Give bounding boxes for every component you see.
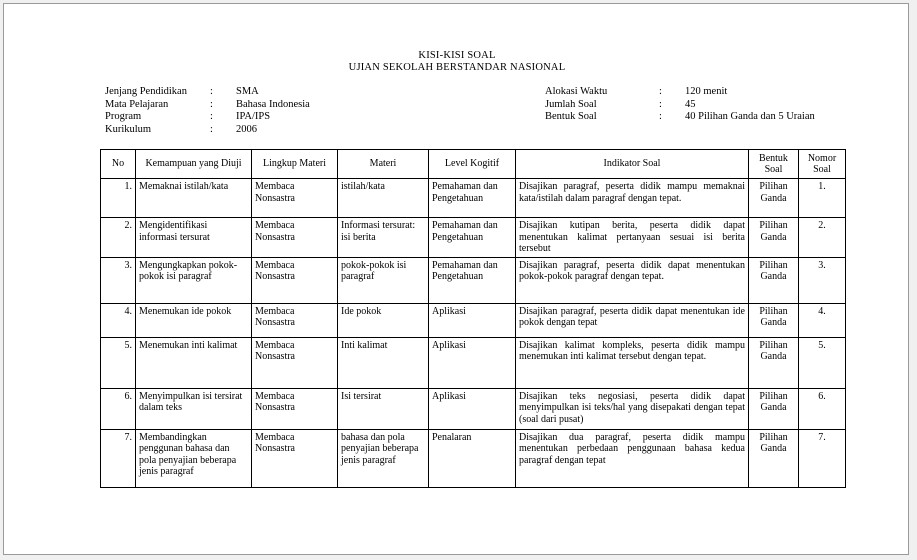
meta-row bbox=[545, 99, 815, 112]
cell-level bbox=[429, 179, 516, 218]
cell-bentuk bbox=[749, 303, 799, 337]
cell-lingkup-line1: Membaca bbox=[255, 259, 295, 271]
table-row bbox=[101, 388, 846, 429]
cell-bentuk-line2: Ganda bbox=[760, 402, 787, 413]
cell-no: 4. bbox=[101, 303, 136, 337]
cell-level-line1: Penalaran bbox=[432, 431, 472, 443]
cell-no: 3. bbox=[101, 257, 136, 303]
header-bentuk-line2: Soal bbox=[764, 164, 783, 175]
meta-value: IPA/IPS bbox=[236, 111, 271, 122]
cell-bentuk bbox=[749, 429, 799, 487]
cell-nomor: 2. bbox=[799, 218, 846, 258]
cell-nomor: 5. bbox=[799, 337, 846, 388]
cell-lingkup-line1: Membaca bbox=[255, 339, 295, 351]
meta-right bbox=[545, 86, 815, 124]
cell-lingkup-line2: Nonsastra bbox=[255, 271, 295, 282]
cell-lingkup-line2: Nonsastra bbox=[255, 231, 295, 243]
cell-nomor: 3. bbox=[799, 257, 846, 303]
cell-level-line1: Pemahaman dan bbox=[432, 259, 498, 271]
cell-lingkup-line1: Membaca bbox=[255, 431, 295, 443]
cell-materi: istilah/kata bbox=[338, 179, 429, 218]
meta-label: Jenjang Pendidikan bbox=[105, 86, 187, 97]
cell-nomor: 7. bbox=[799, 429, 846, 487]
header-bentuk-line1: Bentuk bbox=[759, 152, 788, 164]
meta-sep: : bbox=[659, 86, 662, 97]
meta-value: SMA bbox=[236, 86, 259, 97]
table-row bbox=[101, 218, 846, 258]
cell-lingkup bbox=[252, 218, 338, 258]
cell-nomor: 1. bbox=[799, 179, 846, 218]
cell-no: 7. bbox=[101, 429, 136, 487]
cell-bentuk-line2: Ganda bbox=[760, 231, 787, 243]
cell-level-line1: Aplikasi bbox=[432, 390, 466, 402]
table-row bbox=[101, 429, 846, 487]
cell-no: 1. bbox=[101, 179, 136, 218]
cell-indikator: Disajikan paragraf, peserta didik dapat menentukan pokok-pokok paragraf dengan tepat. bbox=[516, 257, 749, 303]
cell-level bbox=[429, 257, 516, 303]
table-row bbox=[101, 179, 846, 218]
table-header-row bbox=[101, 150, 846, 179]
cell-lingkup bbox=[252, 388, 338, 429]
cell-materi: Ide pokok bbox=[338, 303, 429, 337]
cell-kemampuan: Menemukan inti kalimat bbox=[136, 337, 252, 388]
cell-indikator: Disajikan paragraf, peserta didik dapat menentukan ide pokok dengan tepat bbox=[516, 303, 749, 337]
cell-lingkup-line2: Nonsastra bbox=[255, 443, 295, 454]
cell-level-line2: Pengetahuan bbox=[432, 231, 484, 243]
cell-level bbox=[429, 303, 516, 337]
cell-bentuk bbox=[749, 179, 799, 218]
cell-lingkup bbox=[252, 257, 338, 303]
meta-sep: : bbox=[210, 98, 213, 110]
header-nomor-line2: Soal bbox=[813, 164, 831, 175]
cell-bentuk-line2: Ganda bbox=[760, 351, 787, 362]
meta-row bbox=[545, 111, 815, 124]
cell-bentuk-line2: Ganda bbox=[760, 443, 787, 454]
cell-lingkup-line1: Membaca bbox=[255, 305, 295, 317]
meta-label: Mata Pelajaran bbox=[105, 98, 169, 110]
cell-bentuk-line1: Pilihan bbox=[759, 181, 788, 192]
meta-row bbox=[545, 86, 815, 99]
cell-materi: Informasi tersurat: isi berita bbox=[338, 218, 429, 258]
cell-kemampuan: Memaknai istilah/kata bbox=[136, 179, 252, 218]
cell-bentuk-line1: Pilihan bbox=[759, 390, 788, 402]
document-page bbox=[3, 3, 909, 555]
cell-bentuk bbox=[749, 337, 799, 388]
cell-level bbox=[429, 337, 516, 388]
header-materi: Materi bbox=[338, 150, 429, 179]
cell-level-line1: Pemahaman dan bbox=[432, 220, 498, 231]
cell-level-line2: Pengetahuan bbox=[432, 192, 484, 204]
meta-sep: : bbox=[659, 98, 662, 110]
meta-label: Jumlah Soal bbox=[545, 98, 597, 110]
cell-lingkup bbox=[252, 337, 338, 388]
meta-sep: : bbox=[659, 111, 662, 122]
header-nomor bbox=[799, 150, 846, 179]
cell-level bbox=[429, 218, 516, 258]
meta-row bbox=[105, 86, 310, 99]
cell-materi: Isi tersirat bbox=[338, 388, 429, 429]
cell-level bbox=[429, 388, 516, 429]
document-title: KISI-KISI SOAL bbox=[418, 50, 496, 61]
meta-row bbox=[105, 99, 310, 112]
cell-bentuk-line1: Pilihan bbox=[759, 339, 788, 351]
header-nomor-line1: Nomor bbox=[807, 152, 837, 164]
cell-kemampuan: Menyimpulkan isi tersirat dalam teks bbox=[136, 388, 252, 429]
cell-lingkup-line2: Nonsastra bbox=[255, 317, 295, 328]
table-row bbox=[101, 303, 846, 337]
meta-label: Alokasi Waktu bbox=[545, 86, 608, 97]
document-subtitle: UJIAN SEKOLAH BERSTANDAR NASIONAL bbox=[348, 62, 566, 73]
cell-lingkup-line2: Nonsastra bbox=[255, 351, 295, 362]
cell-indikator: Disajikan kalimat kompleks, peserta didik mampu menemukan inti kalimat tersebut dengan tepat. bbox=[516, 337, 749, 388]
cell-bentuk-line2: Ganda bbox=[760, 271, 787, 282]
cell-indikator: Disajikan teks negosiasi, peserta didik dapat menyimpulkan isi teks/hal yang disepakati dengan tepat (soal dari pusat) bbox=[516, 388, 749, 429]
header-bentuk bbox=[749, 150, 799, 179]
cell-level-line1: Pemahaman dan bbox=[432, 181, 498, 192]
cell-kemampuan: Membandingkan penggunan bahasa dan pola penyajian beberapa jenis paragraf bbox=[136, 429, 252, 487]
table-row bbox=[101, 337, 846, 388]
cell-no: 5. bbox=[101, 337, 136, 388]
header-kemampuan: Kemampuan yang Diuji bbox=[136, 150, 252, 179]
meta-label: Bentuk Soal bbox=[545, 111, 597, 122]
cell-bentuk-line2: Ganda bbox=[760, 317, 787, 328]
cell-lingkup-line1: Membaca bbox=[255, 390, 295, 402]
table-row bbox=[101, 257, 846, 303]
header-no: No bbox=[101, 150, 136, 179]
meta-left bbox=[105, 86, 310, 136]
cell-bentuk-line2: Ganda bbox=[760, 192, 787, 204]
cell-lingkup-line2: Nonsastra bbox=[255, 192, 295, 204]
kisi-kisi-table bbox=[100, 149, 846, 488]
cell-no: 2. bbox=[101, 218, 136, 258]
cell-nomor: 4. bbox=[799, 303, 846, 337]
meta-sep: : bbox=[210, 86, 213, 97]
cell-lingkup-line2: Nonsastra bbox=[255, 402, 295, 413]
cell-lingkup bbox=[252, 303, 338, 337]
cell-level-line2: Pengetahuan bbox=[432, 271, 484, 282]
cell-level-line1: Aplikasi bbox=[432, 305, 466, 317]
cell-kemampuan: Mengungkapkan pokok-pokok isi paragraf bbox=[136, 257, 252, 303]
cell-bentuk bbox=[749, 257, 799, 303]
meta-row bbox=[105, 124, 310, 137]
cell-kemampuan: Mengidentifikasi informasi tersurat bbox=[136, 218, 252, 258]
meta-label: Kurikulum bbox=[105, 123, 152, 135]
cell-bentuk-line1: Pilihan bbox=[759, 220, 788, 231]
cell-indikator: Disajikan paragraf, peserta didik mampu memaknai kata/istilah dalam paragraf dengan tepat. bbox=[516, 179, 749, 218]
header-lingkup: Lingkup Materi bbox=[252, 150, 338, 179]
meta-value: 40 Pilihan Ganda dan 5 Uraian bbox=[685, 111, 815, 122]
meta-value: 2006 bbox=[236, 123, 257, 135]
cell-level bbox=[429, 429, 516, 487]
cell-bentuk-line1: Pilihan bbox=[759, 259, 788, 271]
meta-value: Bahasa Indonesia bbox=[236, 98, 310, 110]
meta-sep: : bbox=[210, 123, 213, 135]
cell-indikator: Disajikan dua paragraf, peserta didik mampu menentukan perbedaan penggunaan bahasa kedua paragraf dengan tepat bbox=[516, 429, 749, 487]
meta-sep: : bbox=[210, 111, 213, 122]
header-indikator: Indikator Soal bbox=[516, 150, 749, 179]
cell-materi: bahasa dan pola penyajian beberapa jenis paragraf bbox=[338, 429, 429, 487]
cell-no: 6. bbox=[101, 388, 136, 429]
meta-value: 45 bbox=[685, 98, 696, 110]
cell-lingkup-line1: Membaca bbox=[255, 181, 295, 192]
cell-level-line1: Aplikasi bbox=[432, 339, 466, 351]
cell-indikator: Disajikan kutipan berita, peserta didik dapat menentukan kalimat pertanyaan sesuai isi berita tersebut bbox=[516, 218, 749, 258]
cell-nomor: 6. bbox=[799, 388, 846, 429]
cell-bentuk bbox=[749, 218, 799, 258]
cell-materi: pokok-pokok isi paragraf bbox=[338, 257, 429, 303]
meta-row bbox=[105, 111, 310, 124]
cell-bentuk-line1: Pilihan bbox=[759, 431, 788, 443]
cell-lingkup bbox=[252, 179, 338, 218]
cell-bentuk bbox=[749, 388, 799, 429]
meta-value: 120 menit bbox=[685, 86, 728, 97]
cell-lingkup-line1: Membaca bbox=[255, 220, 295, 231]
cell-materi: Inti kalimat bbox=[338, 337, 429, 388]
cell-kemampuan: Menemukan ide pokok bbox=[136, 303, 252, 337]
meta-label: Program bbox=[105, 111, 142, 122]
cell-lingkup bbox=[252, 429, 338, 487]
header-level: Level Kogitif bbox=[429, 150, 516, 179]
cell-bentuk-line1: Pilihan bbox=[759, 305, 788, 317]
